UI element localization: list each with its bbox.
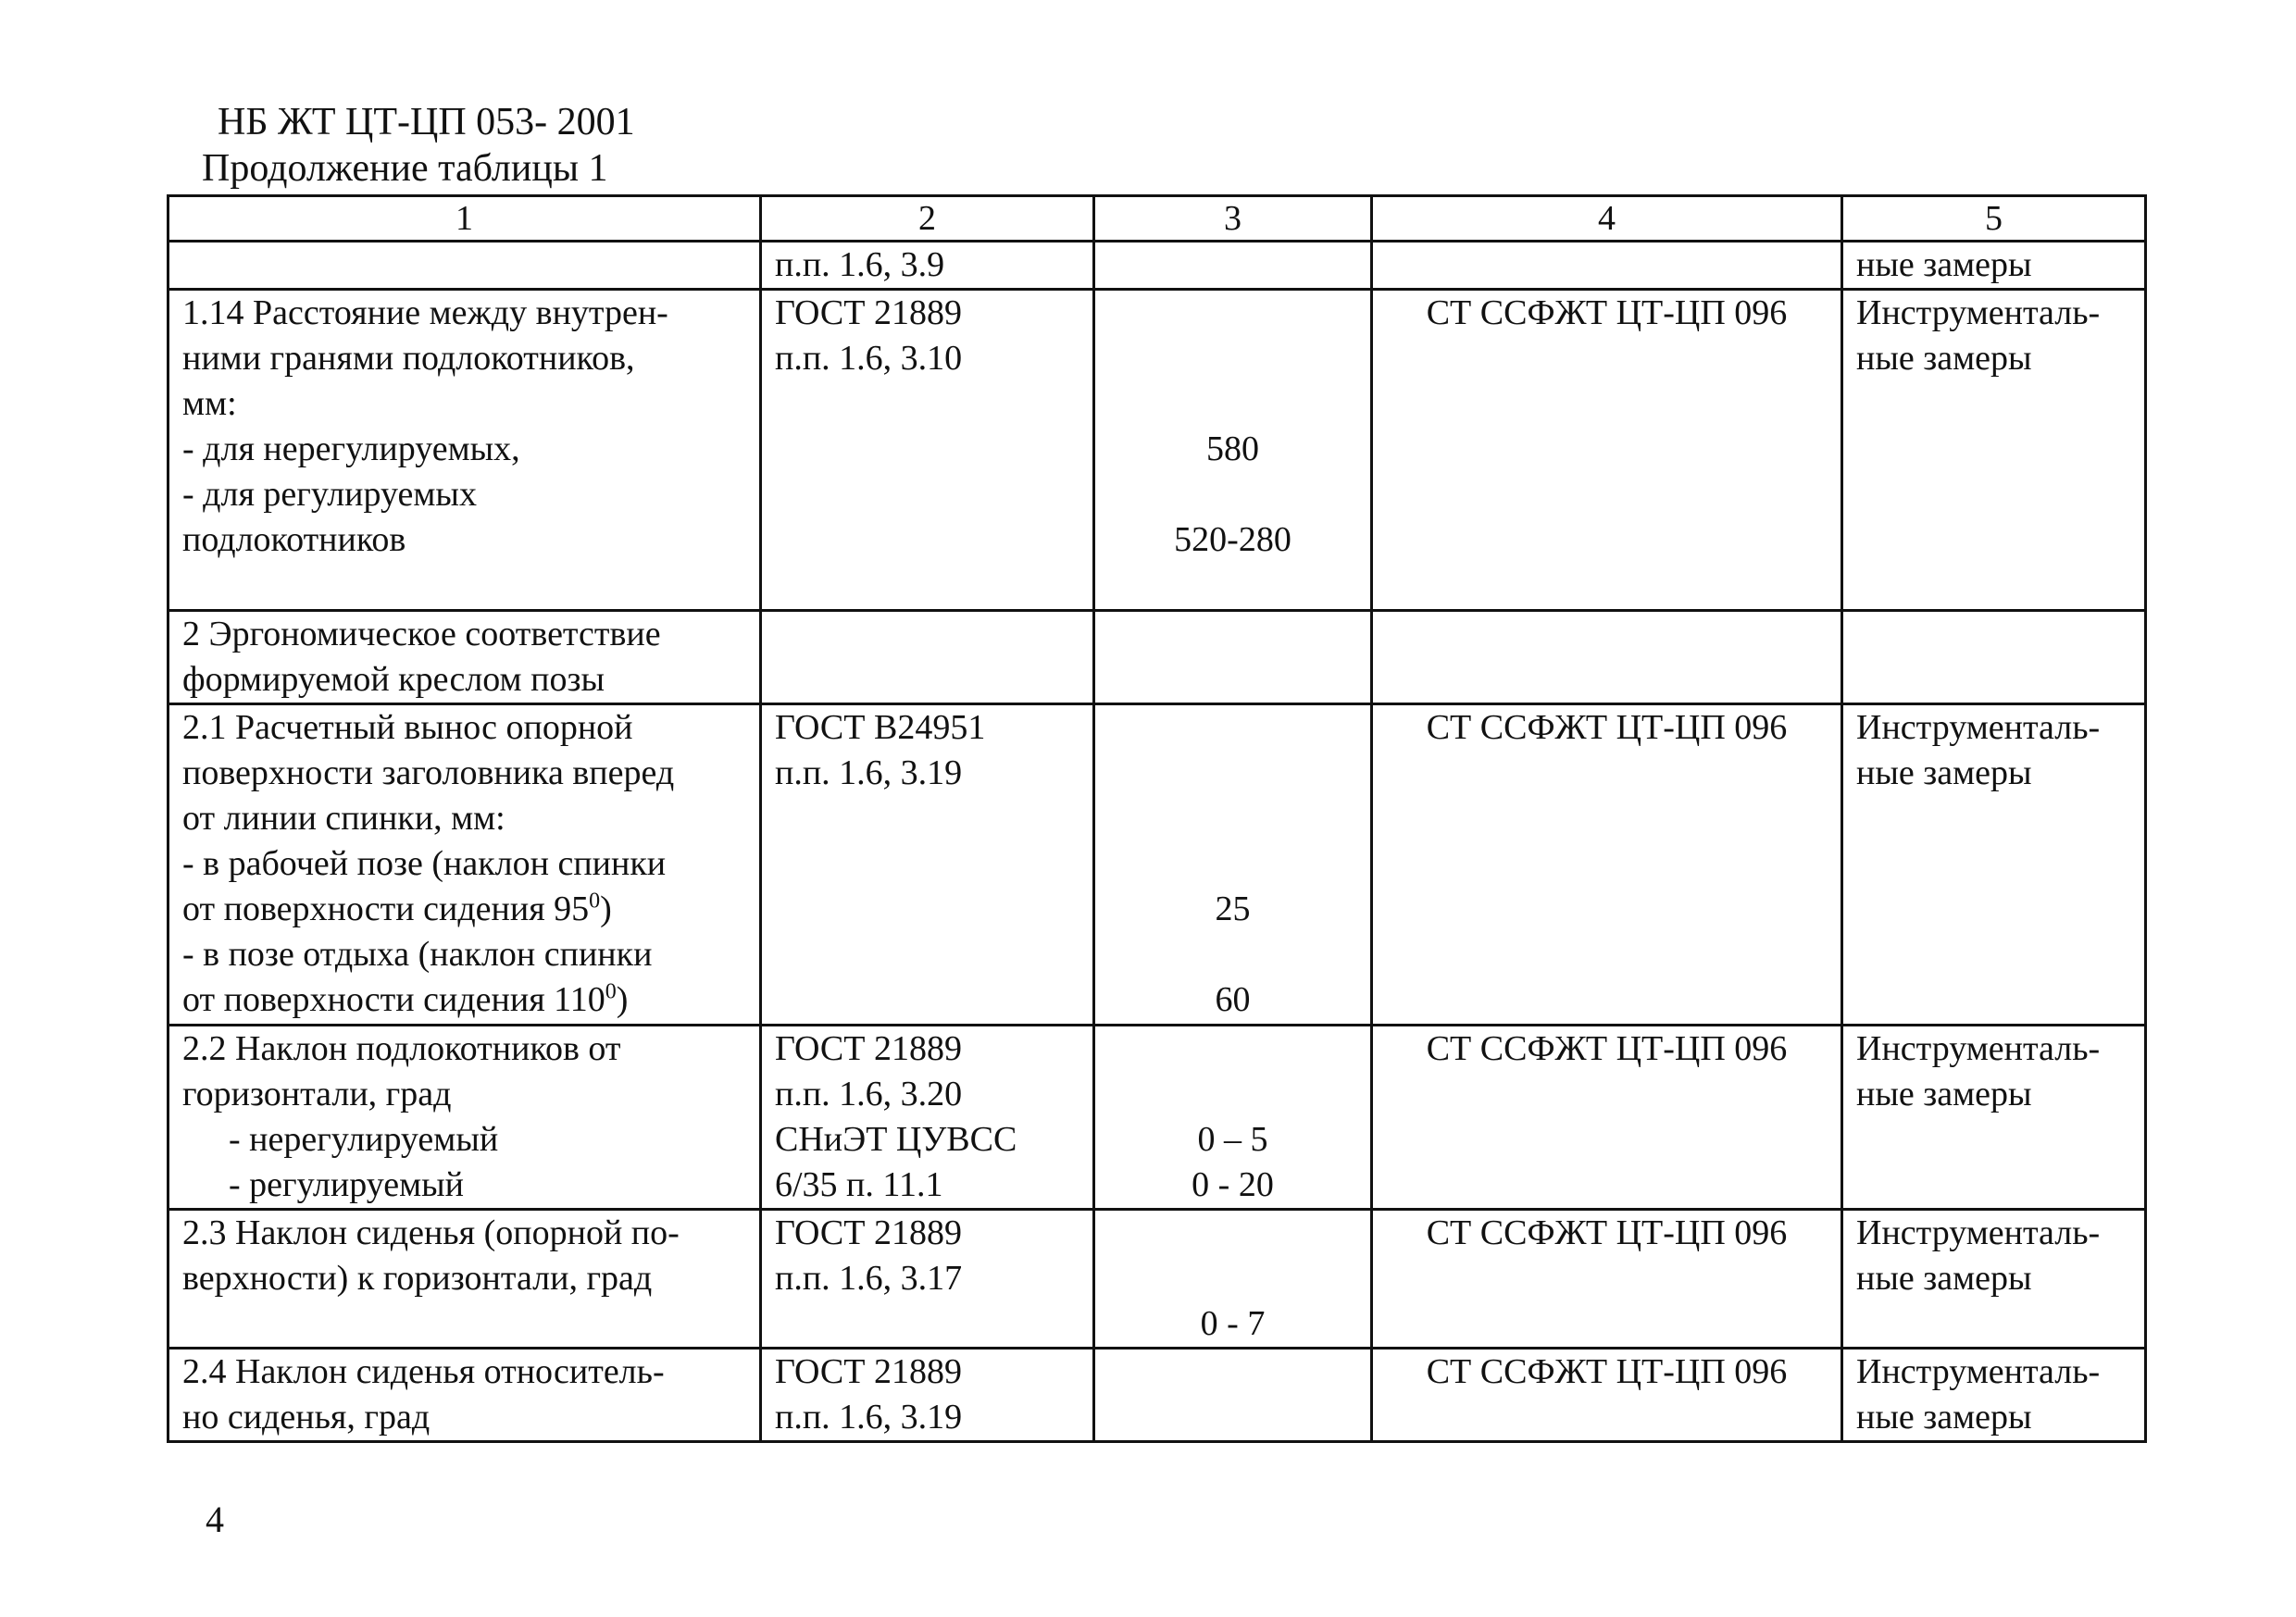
- standard-cell: [761, 1210, 1094, 1349]
- parameter-line: 1.14 Расстояние между внутрен-: [182, 293, 668, 332]
- table-caption: Продолжение таблицы 1: [202, 147, 608, 190]
- standard-line: ГОСТ 21889: [775, 1352, 962, 1391]
- parameter-cell: [168, 1210, 761, 1349]
- table-row: [168, 704, 2146, 1026]
- control-method-line: Инструменталь-: [1856, 708, 2101, 747]
- method-doc-cell: СТ ССФЖТ ЦТ-ЦП 096: [1372, 704, 1842, 1026]
- standard-cell: [761, 1026, 1094, 1210]
- page-number: 4: [206, 1499, 224, 1540]
- parameter-line: поверхности заголовника вперед: [182, 753, 675, 792]
- control-method-cell: [1842, 704, 2146, 1026]
- parameter-line: 2 Эргономическое соответствие: [182, 615, 661, 653]
- control-method-line: Инструменталь-: [1856, 1213, 2101, 1252]
- parameter-cell: [168, 1349, 761, 1442]
- control-method-line: ные замеры: [1856, 245, 2032, 284]
- parameter-line: 2.4 Наклон сиденья относитель-: [182, 1352, 665, 1391]
- parameter-line: 2.3 Наклон сиденья (опорной по-: [182, 1213, 680, 1252]
- method-doc-cell: СТ ССФЖТ ЦТ-ЦП 096: [1372, 1349, 1842, 1442]
- standard-line: п.п. 1.6, 3.19: [775, 1398, 963, 1437]
- document-code: НБ ЖТ ЦТ-ЦП 053- 2001: [218, 101, 635, 143]
- value-cell: [1094, 704, 1372, 1026]
- parameter-line: от линии спинки, мм:: [182, 799, 505, 838]
- standard-cell: [761, 290, 1094, 611]
- parameter-line: 2.2 Наклон подлокотников от: [182, 1029, 621, 1068]
- value-line: 0 - 7: [1200, 1304, 1266, 1343]
- column-header-5: 5: [1842, 196, 2146, 242]
- closing-paren: ): [616, 980, 629, 1019]
- standard-line: ГОСТ 21889: [775, 293, 962, 332]
- parameter-line: [182, 977, 746, 1023]
- parameter-line: горизонтали, град: [182, 1075, 452, 1113]
- standard-cell: [761, 611, 1094, 704]
- standard-cell: [761, 704, 1094, 1026]
- table-header-row: [168, 196, 2146, 242]
- value-cell: [1094, 242, 1372, 290]
- table-row: [168, 611, 2146, 704]
- control-method-line: Инструменталь-: [1856, 1029, 2101, 1068]
- control-method-line: Инструменталь-: [1856, 293, 2101, 332]
- table-row: [168, 1349, 2146, 1442]
- parameter-line: формируемой креслом позы: [182, 660, 605, 699]
- parameter-line: верхности) к горизонтали, град: [182, 1259, 653, 1298]
- parameter-line: [182, 887, 746, 932]
- table-row: [168, 242, 2146, 290]
- standard-line: СНиЭТ ЦУВСС: [775, 1120, 1017, 1159]
- column-header-1: 1: [168, 196, 761, 242]
- table-row: [168, 1026, 2146, 1210]
- value-cell: [1094, 290, 1372, 611]
- control-method-line: ные замеры: [1856, 1075, 2032, 1113]
- value-cell: [1094, 611, 1372, 704]
- parameter-line: - в позе отдыха (наклон спинки: [182, 935, 653, 974]
- parameter-cell: [168, 611, 761, 704]
- value-cell: [1094, 1349, 1372, 1442]
- parameter-line: подлокотников: [182, 520, 406, 559]
- parameter-text: от поверхности сидения 95: [182, 889, 590, 928]
- value-line: 0 - 20: [1192, 1165, 1274, 1204]
- closing-paren: ): [600, 889, 612, 928]
- standard-line: п.п. 1.6, 3.9: [775, 245, 945, 284]
- method-doc-cell: СТ ССФЖТ ЦТ-ЦП 096: [1372, 1026, 1842, 1210]
- parameter-cell: [168, 1026, 761, 1210]
- control-method-line: ные замеры: [1856, 753, 2032, 792]
- parameter-line: 2.1 Расчетный вынос опорной: [182, 708, 633, 747]
- table-row: [168, 1210, 2146, 1349]
- control-method-cell: [1842, 611, 2146, 704]
- parameter-line: ними гранями подлокотников,: [182, 339, 635, 378]
- parameter-line: - нерегулируемый: [229, 1120, 499, 1159]
- parameter-cell: [168, 290, 761, 611]
- column-header-2: 2: [761, 196, 1094, 242]
- value-line: 60: [1215, 980, 1251, 1019]
- value-line: 25: [1215, 889, 1251, 928]
- parameter-cell: [168, 242, 761, 290]
- control-method-line: ные замеры: [1856, 339, 2032, 378]
- control-method-line: ные замеры: [1856, 1398, 2032, 1437]
- method-doc-cell: СТ ССФЖТ ЦТ-ЦП 096: [1372, 290, 1842, 611]
- parameter-line: - для нерегулируемых,: [182, 429, 520, 468]
- standard-line: ГОСТ 21889: [775, 1029, 962, 1068]
- parameter-line: мм:: [182, 384, 237, 423]
- standard-line: п.п. 1.6, 3.19: [775, 753, 963, 792]
- table-row: [168, 290, 2146, 611]
- parameter-cell: [168, 704, 761, 1026]
- requirements-table: [167, 194, 2147, 1443]
- column-header-3: 3: [1094, 196, 1372, 242]
- value-cell: [1094, 1210, 1372, 1349]
- control-method-cell: [1842, 242, 2146, 290]
- control-method-cell: [1842, 290, 2146, 611]
- degree-superscript: 0: [589, 889, 601, 914]
- standard-line: п.п. 1.6, 3.17: [775, 1259, 963, 1298]
- control-method-cell: [1842, 1349, 2146, 1442]
- method-doc-cell: [1372, 242, 1842, 290]
- column-header-4: 4: [1372, 196, 1842, 242]
- method-doc-cell: СТ ССФЖТ ЦТ-ЦП 096: [1372, 1210, 1842, 1349]
- control-method-line: ные замеры: [1856, 1259, 2032, 1298]
- value-line: 580: [1206, 429, 1259, 468]
- method-doc-cell: [1372, 611, 1842, 704]
- standard-line: п.п. 1.6, 3.10: [775, 339, 963, 378]
- control-method-cell: [1842, 1026, 2146, 1210]
- standard-line: 6/35 п. 11.1: [775, 1165, 943, 1204]
- value-cell: [1094, 1026, 1372, 1210]
- value-line: 0 – 5: [1197, 1120, 1268, 1159]
- parameter-line: - в рабочей позе (наклон спинки: [182, 844, 667, 883]
- parameter-text: от поверхности сидения 110: [182, 980, 605, 1019]
- parameter-line: но сиденья, град: [182, 1398, 430, 1437]
- control-method-cell: [1842, 1210, 2146, 1349]
- standard-line: ГОСТ 21889: [775, 1213, 962, 1252]
- standard-cell: [761, 1349, 1094, 1442]
- standard-line: ГОСТ В24951: [775, 708, 986, 747]
- standard-line: п.п. 1.6, 3.20: [775, 1075, 963, 1113]
- value-line: 520-280: [1174, 520, 1292, 559]
- parameter-line: - регулируемый: [229, 1165, 465, 1204]
- control-method-line: Инструменталь-: [1856, 1352, 2101, 1391]
- parameter-line: - для регулируемых: [182, 475, 477, 514]
- degree-superscript: 0: [605, 979, 617, 1004]
- standard-cell: [761, 242, 1094, 290]
